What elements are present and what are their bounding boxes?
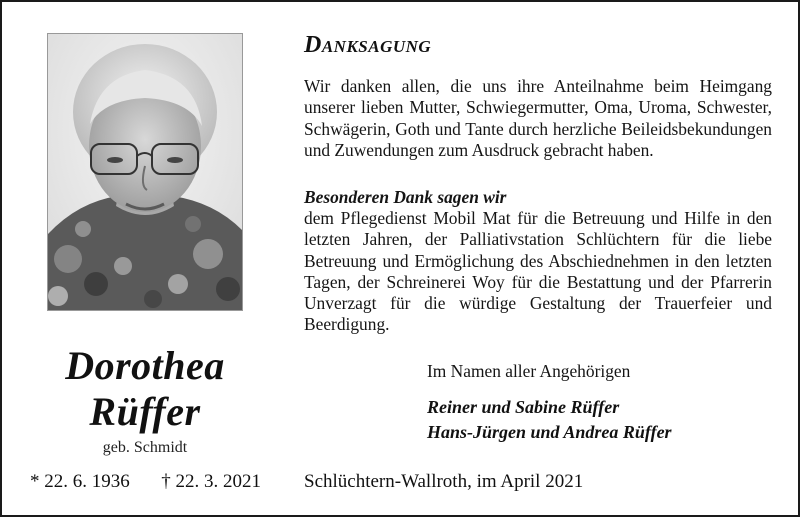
notice-title-initial: D [304, 32, 322, 58]
birth-date: 22. 6. 1936 [44, 471, 130, 492]
portrait-photo [47, 33, 243, 311]
birth-name: geb. Schmidt [102, 439, 188, 456]
on-behalf-text: Im Namen aller Angehörigen [427, 361, 631, 381]
special-thanks-heading: Besonderen Dank sagen wir [304, 187, 507, 207]
death-date: 22. 3. 2021 [175, 471, 261, 492]
life-dates [30, 471, 261, 493]
deceased-name-block [20, 343, 270, 459]
place-and-date: Schlüchtern-Wallroth, im April 2021 [304, 471, 584, 492]
thanks-paragraph: Wir danken allen, die uns ihre Anteilnahme beim Heimgang unserer lieben Mutter, Schwiegermutter, Oma, Uroma, Schwester, Schwägerin, Goth und Tante durch herzliche Beileidsbekundungen und Zuwendungen zum Ausdruck gebracht haben. [304, 76, 772, 160]
birth-symbol: * [30, 471, 40, 492]
first-name: Dorothea [65, 343, 225, 388]
special-thanks-paragraph: dem Pflegedienst Mobil Mat für die Betreuung und Hilfe in den letzten Jahren, der Palliativstation Schlüchtern für die liebe Betreuung und Ermöglichung des Abschiednehmen in den letzten Tagen, der Schreinerei Woy für die Bestattung und der Pfarrerin Unverzagt für die würdige Gestaltung der Trauerfeier und Beerdigung. [304, 208, 772, 335]
notice-title [304, 32, 431, 59]
death-symbol: † [161, 471, 171, 492]
notice-title-rest: ANKSAGUNG [321, 37, 432, 56]
signer-1: Reiner und Sabine Rüffer [427, 397, 620, 417]
last-name: Rüffer [89, 389, 201, 434]
signer-2: Hans-Jürgen und Andrea Rüffer [427, 422, 672, 442]
